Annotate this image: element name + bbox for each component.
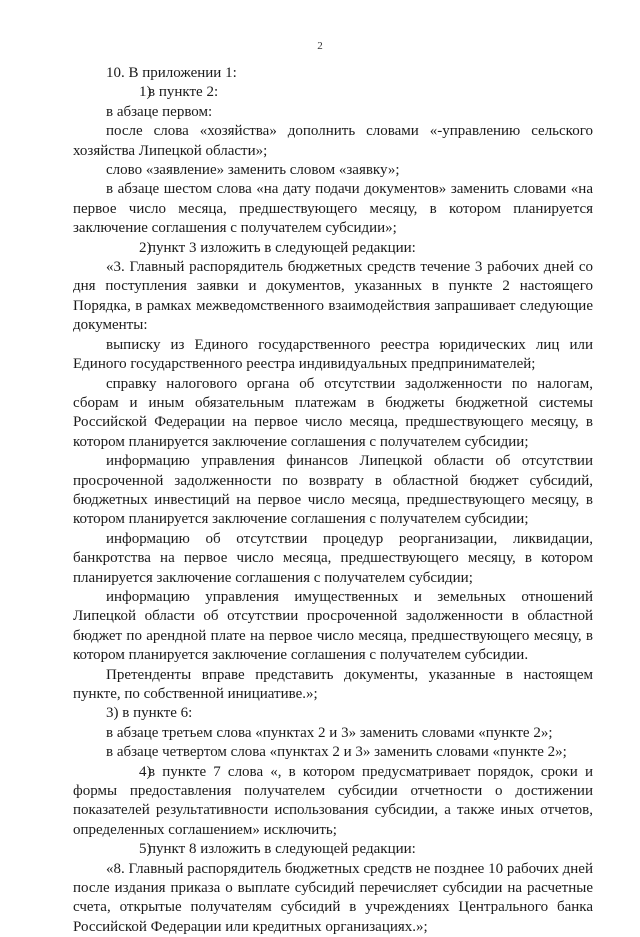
paragraph: Претенденты вправе представить документы, указанные в настоящем пункте, по собственной инициативе.»;: [73, 666, 593, 702]
item-text: в пункте 7 слова «, в котором предусматривает порядок, сроки и формы предоставления получателем субсидии отчетности о достижении показателей результативности использования субсидии, а также иных отчетов, определенных соглашением» исключить;: [73, 763, 593, 838]
paragraph: информацию управления имущественных и земельных отношений Липецкой области об отсутствии просроченной задолженности в областной бюджет по арендной плате на первое число месяца, предшествующего месяцу, в котором планируется заключение соглашения с получателем субсидии.: [73, 588, 593, 664]
paragraph: в абзаце четвертом слова «пунктах 2 и 3» заменить словами «пункте 2»;: [106, 744, 567, 761]
paragraph: информацию управления финансов Липецкой области об отсутствии просроченной задолженности по возврату в областной бюджет субсидий, бюджетных инвестиций на первое число месяца, предшествующего месяцу, в котором планируется заключение соглашения с получателем субсидии;: [73, 453, 593, 528]
item-number: 5): [139, 841, 152, 858]
paragraph: выписку из Единого государственного реестра юридических лиц или Единого государственного реестра индивидуальных предпринимателей;: [73, 336, 593, 373]
list-item: [73, 763, 593, 841]
paragraph: в абзаце шестом слова «на дату подачи документов» заменить словами «на первое число месяца, предшествующего месяцу, в котором планируется заключение соглашения с получателем субсидии»;: [73, 181, 593, 237]
item-number: 1): [139, 84, 152, 101]
paragraph: слово «заявление» заменить словом «заявку»;: [106, 162, 400, 179]
item-text: в пункте 2:: [148, 84, 219, 101]
list-item: [73, 840, 593, 859]
paragraph: после слова «хозяйства» дополнить словами «-управлению сельского хозяйства Липецкой области»;: [73, 123, 593, 159]
list-item: [73, 239, 593, 258]
document-body: [73, 64, 593, 937]
paragraph: «8. Главный распорядитель бюджетных средств не позднее 10 рабочих дней после издания приказа о выплате субсидий перечисляет субсидии на расчетные счета, открытые получателям субсидий в учреждениях Центрального банка Российской Федерации или кредитных организациях.»;: [73, 860, 593, 935]
item-number: 4): [139, 763, 152, 780]
paragraph: «3. Главный распорядитель бюджетных средств течение 3 рабочих дней со дня поступления заявки и документов, указанных в пункте 2 настоящего Порядка, в рамках межведомственного взаимодействия запрашивает следующие документы:: [73, 259, 593, 334]
page-number: 2: [317, 40, 323, 52]
item-text: пункт 8 изложить в следующей редакции:: [148, 841, 416, 858]
item-text: пункт 3 изложить в следующей редакции:: [148, 239, 416, 256]
paragraph: информацию об отсутствии процедур реорганизации, ликвидации, банкротства на первое число месяца, предшествующего месяцу, в котором планируется заключение соглашения с получателем субсидии;: [73, 530, 593, 586]
list-item: [73, 83, 593, 102]
item-number: 2): [139, 239, 152, 256]
paragraph: 3) в пункте 6:: [106, 705, 193, 722]
paragraph: в абзаце третьем слова «пунктах 2 и 3» заменить словами «пункте 2»;: [106, 724, 553, 741]
paragraph: 10. В приложении 1:: [106, 65, 237, 81]
paragraph: справку налогового органа об отсутствии задолженности по налогам, сборам и иным обязательным платежам в бюджеты бюджетной системы Российской Федерации на первое число месяца, предшествующего месяцу, в котором планируется заключение соглашения с получателем субсидии;: [73, 375, 593, 450]
paragraph: в абзаце первом:: [106, 103, 213, 120]
